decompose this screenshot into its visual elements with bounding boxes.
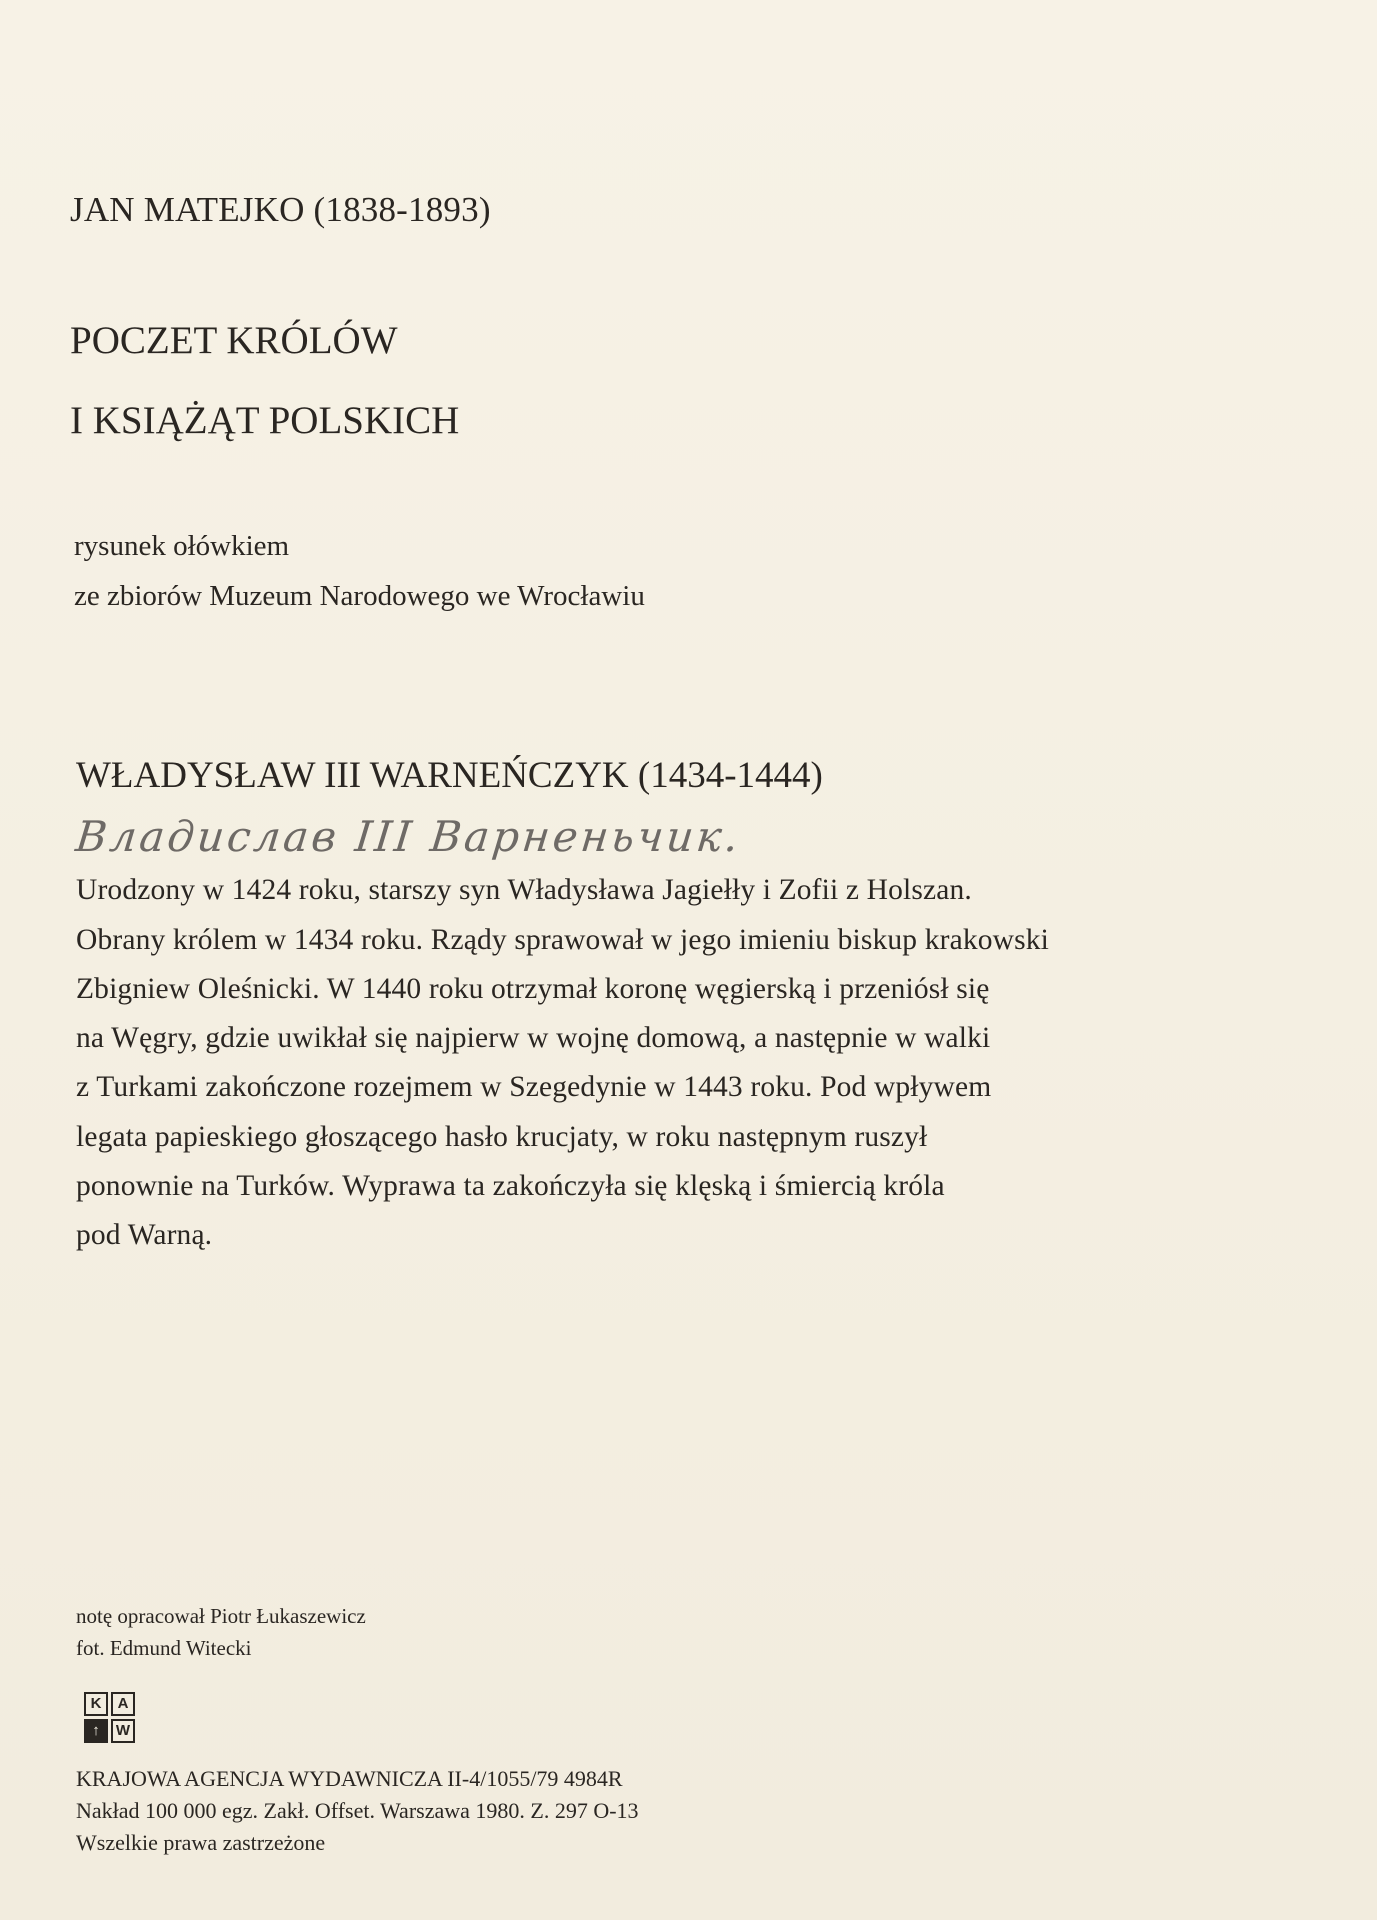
note-author-credit: notę opracował Piotr Łukaszewicz	[76, 1604, 366, 1628]
king-title: WŁADYSŁAW III WARNEŃCZYK (1434-1444)	[76, 755, 823, 796]
logo-letter-k: K	[84, 1692, 108, 1716]
series-title-line-2: I KSIĄŻĄT POLSKICH	[70, 399, 460, 442]
publisher-line: KRAJOWA AGENCJA WYDAWNICZA II-4/1055/79 4984R	[76, 1766, 623, 1791]
copyright-line: Wszelkie prawa zastrzeżone	[76, 1830, 326, 1855]
biography-line: pod Warną.	[76, 1219, 213, 1251]
print-run-line: Nakład 100 000 egz. Zakł. Offset. Warszawa 1980. Z. 297 O-13	[76, 1798, 639, 1823]
biography-line: na Węgry, gdzie uwikłał się najpierw w wojnę domową, a następnie w walki	[76, 1022, 991, 1054]
publisher-logo	[84, 1692, 138, 1746]
logo-arrow-icon: ↑	[84, 1719, 108, 1743]
medium-description: rysunek ołówkiem	[74, 530, 290, 562]
biography-line: legata papieskiego głoszącego hasło krucjaty, w roku następnym ruszył	[76, 1121, 928, 1153]
series-title-line-1: POCZET KRÓLÓW	[70, 319, 398, 362]
biography-line: z Turkami zakończone rozejmem w Szegedynie w 1443 roku. Pod wpływem	[76, 1071, 992, 1103]
logo-letter-w: W	[111, 1719, 135, 1743]
biography-line: Obrany królem w 1434 roku. Rządy sprawował w jego imieniu biskup krakowski	[76, 924, 1049, 956]
biography-line: Urodzony w 1424 roku, starszy syn Władysława Jagiełły i Zofii z Holszan.	[76, 874, 972, 906]
logo-letter-a: A	[111, 1692, 135, 1716]
author-heading: JAN MATEJKO (1838-1893)	[70, 190, 491, 229]
handwritten-note: Владислав III Варненьчик.	[73, 812, 744, 861]
photo-credit: fot. Edmund Witecki	[76, 1636, 252, 1660]
biography-line: ponownie na Turków. Wyprawa ta zakończyła się klęską i śmiercią króla	[76, 1170, 945, 1202]
collection-description: ze zbiorów Muzeum Narodowego we Wrocławiu	[74, 580, 645, 612]
biography-line: Zbigniew Oleśnicki. W 1440 roku otrzymał koronę węgierską i przeniósł się	[76, 973, 990, 1005]
